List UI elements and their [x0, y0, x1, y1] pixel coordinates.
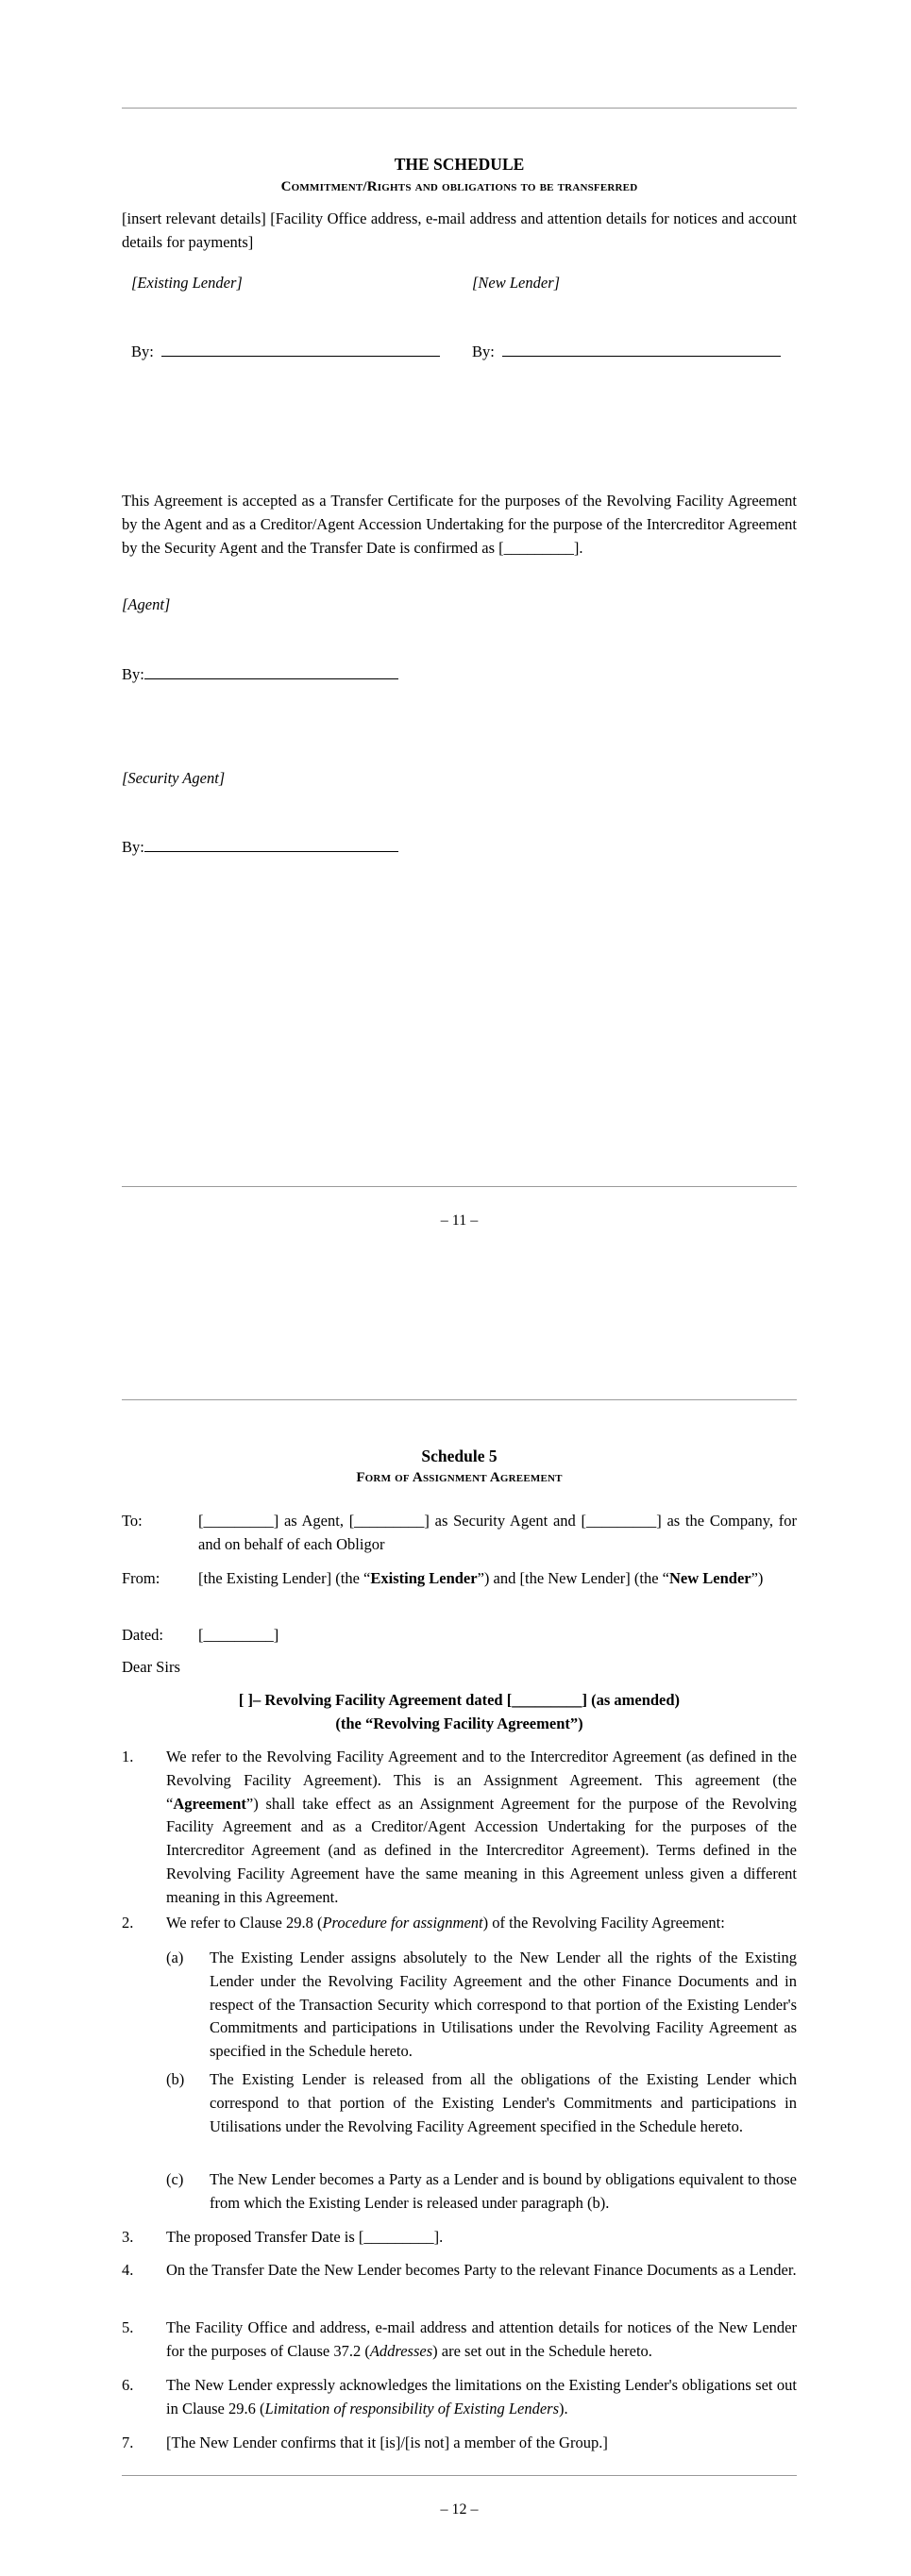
sub-list-item: (c) The New Lender becomes a Party as a Lender and is bound by obligations equivalent to those from which the Existing Lender is released under paragraph (b). — [166, 2170, 797, 2212]
list-item: 5. The Facility Office and address, e-mail address and attention details for notices of the New Lender for the purposes of Clause 37.2 (Addresses) are set out in the Schedule hereto. — [122, 2318, 797, 2360]
security-agent-label: [Security Agent] — [122, 769, 226, 787]
signature-line — [161, 355, 440, 357]
to-row — [122, 1510, 797, 1557]
agreement-heading-line-1: [ ]– Revolving Facility Agreement dated [_________] (as amended) — [238, 1691, 681, 1709]
to-label: To: — [122, 1512, 143, 1530]
acceptance-paragraph: This Agreement is accepted as a Transfer Certificate for the purposes of the Revolving Facility Agreement by the Agent and as a Creditor/Agent Accession Undertaking for the purpose of the Intercreditor Agreement by the Security Agent and the Transfer Date is confirmed as [_________]. — [122, 492, 797, 557]
page-number: – 11 – — [440, 1213, 479, 1229]
page-bottom-rule — [122, 1186, 797, 1187]
list-item: 4. On the Transfer Date the New Lender becomes Party to the relevant Finance Documents as a Lender. — [122, 2261, 797, 2279]
list-item: 2. We refer to Clause 29.8 (Procedure for assignment) of the Revolving Facility Agreement: — [122, 1914, 725, 1932]
details-paragraph: [insert relevant details] [Facility Office address, e-mail address and attention details for notices and account details for payments] — [122, 209, 797, 251]
list-item: 3. The proposed Transfer Date is [_________]. — [122, 2228, 444, 2246]
dated-label: Dated: — [122, 1626, 163, 1644]
by-label: By: — [472, 343, 495, 360]
schedule-5-title: Schedule 5 — [421, 1447, 498, 1465]
from-row — [122, 1567, 797, 1591]
agreement-heading — [122, 1689, 797, 1736]
by-label: By: — [131, 343, 154, 360]
from-text: [the Existing Lender] (the “Existing Lender”) and [the New Lender] (the “New Lender”) — [198, 1569, 764, 1587]
existing-lender-label: [Existing Lender] — [131, 274, 243, 292]
page-top-rule — [122, 1399, 797, 1400]
new-lender-signature — [472, 341, 793, 364]
signature-line — [144, 850, 398, 852]
agreement-heading-line-2: (the “Revolving Facility Agreement”) — [335, 1714, 583, 1732]
to-text: [_________] as Agent, [_________] as Security Agent and [_________] as the Company, for and on behalf of each Obligor — [198, 1512, 797, 1553]
existing-lender-signature — [131, 341, 452, 364]
agent-label: [Agent] — [122, 595, 171, 613]
new-lender-label: [New Lender] — [472, 274, 561, 292]
list-item: 6. The New Lender expressly acknowledges the limitations on the Existing Lender's obligations set out in Clause 29.6 (Limitation of responsibility of Existing Lenders). — [122, 2376, 797, 2417]
dated-row — [122, 1624, 797, 1648]
list-item: 1. We refer to the Revolving Facility Agreement and to the Intercreditor Agreement (as defined in the Revolving Facility Agreement). This is an Assignment Agreement. This agreement (the “Agreement”) shall take effect as an Assignment Agreement for the purpose of the Revolving Facility Agreement and as a Creditor/Agent Accession Undertaking for the purposes of the Intercreditor Agreement (and as defined in the Intercreditor Agreement). Terms defined in the Revolving Facility Agreement have the same meaning in this Agreement unless given a different meaning in this Agreement. — [122, 1748, 797, 1906]
signature-line — [144, 677, 398, 679]
security-agent-signature — [122, 836, 797, 860]
dated-text: [_________] — [198, 1626, 279, 1644]
from-label: From: — [122, 1569, 160, 1587]
sub-list-item: (a) The Existing Lender assigns absolutely to the New Lender all the rights of the Existing Lender under the Revolving Facility Agreement and the other Finance Documents and in respect of the Transaction Security which correspond to that portion of the Existing Lender's Commitments and participations in Utilisations under the Revolving Facility Agreement as specified in the Schedule hereto. — [166, 1949, 797, 2060]
by-label: By: — [122, 838, 144, 856]
page-number: – 12 – — [440, 2501, 479, 2517]
schedule-title: THE SCHEDULE — [394, 155, 525, 174]
salutation: Dear Sirs — [122, 1658, 180, 1676]
schedule-5-subtitle: Form of Assignment Agreement — [356, 1470, 563, 1485]
agent-signature — [122, 663, 797, 687]
signature-line — [502, 355, 781, 357]
list-item: 7. [The New Lender confirms that it [is]/[is not] a member of the Group.] — [122, 2434, 608, 2451]
schedule-subtitle: Commitment/Rights and obligations to be transferred — [280, 179, 638, 194]
page-top-rule — [122, 108, 797, 109]
by-label: By: — [122, 665, 144, 683]
sub-list-item: (b) The Existing Lender is released from all the obligations of the Existing Lender which correspond to that portion of the Existing Lender's Commitments and participations in Utilisations under the Revolving Facility Agreement specified in the Schedule hereto. — [166, 2070, 797, 2135]
page-bottom-rule — [122, 2475, 797, 2476]
